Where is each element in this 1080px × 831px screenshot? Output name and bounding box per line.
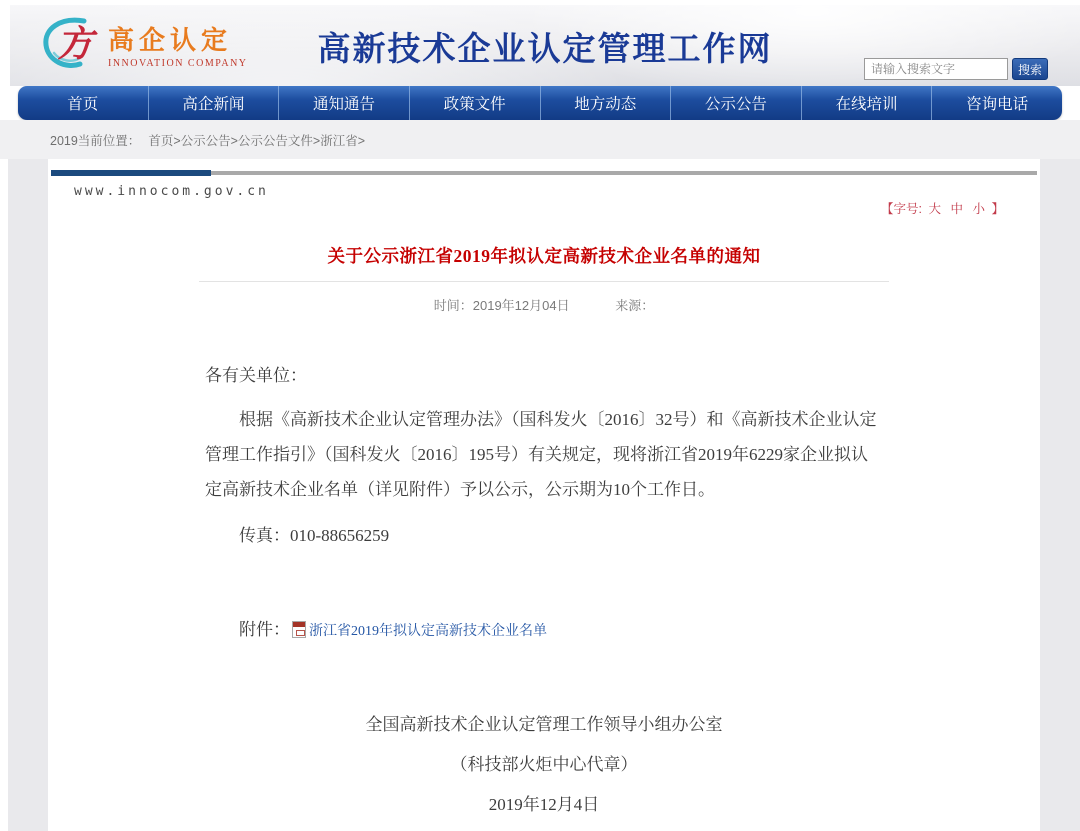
font-size-large[interactable]: 大	[928, 202, 941, 216]
title-divider	[199, 281, 889, 282]
body-paragraph: 根据《高新技术企业认定管理办法》（国科发火〔2016〕32号）和《高新技术企业认定管理工作指引》（国科发火〔2016〕195号）有关规定，现将浙江省2019年6229家企业拟认定高新技术企业名单（详见附件）予以公示，公示期为10个工作日。	[205, 410, 877, 499]
font-size-widget	[48, 199, 1040, 217]
nav-item-notices[interactable]: 通知通告	[279, 86, 410, 120]
logo-cn-label: 高企认定	[108, 25, 233, 55]
signature-date: 2019年12月4日	[488, 795, 600, 814]
top-rule	[51, 171, 1037, 175]
nav-item-policy[interactable]: 政策文件	[410, 86, 541, 120]
search-bar	[864, 58, 1048, 80]
salutation: 各有关单位：	[205, 366, 307, 385]
search-input[interactable]	[864, 58, 1008, 80]
breadcrumb-path[interactable]: 首页>公示公告>公示公告文件>浙江省>	[148, 133, 366, 148]
site-header	[0, 0, 1080, 86]
fax-line: 传真：010-88656259	[239, 526, 390, 545]
meta-time-label: 时间：	[433, 298, 473, 313]
attachment-link[interactable]: 浙江省2019年拟认定高新技术企业名单	[309, 624, 547, 639]
nav-item-phone[interactable]: 咨询电话	[966, 96, 1029, 113]
signature-org: 全国高新技术企业认定管理工作领导小组办公室	[365, 715, 723, 734]
nav-item-news[interactable]: 高企新闻	[149, 86, 280, 120]
breadcrumb-prefix: 2019当前位置：	[50, 133, 141, 148]
attachment-row	[205, 612, 883, 649]
site-title: 高新技术企业认定管理工作网	[317, 32, 773, 68]
main-area	[0, 159, 1080, 831]
attachment-file-icon[interactable]	[292, 621, 306, 638]
breadcrumb	[0, 120, 1080, 159]
article-body	[205, 358, 883, 822]
main-nav	[18, 86, 1062, 120]
nav-item-home[interactable]: 首页	[18, 86, 149, 120]
meta-time-value: 2019年12月04日	[472, 298, 570, 313]
font-size-medium[interactable]: 中	[950, 202, 963, 216]
right-gutter	[1040, 159, 1080, 831]
top-rule-accent	[51, 170, 211, 176]
left-gutter	[8, 159, 48, 831]
article-title: 关于公示浙江省2019年拟认定高新技术企业名单的通知	[327, 246, 761, 266]
svg-text:方: 方	[57, 24, 94, 64]
search-button[interactable]: 搜索	[1012, 58, 1048, 80]
attachment-label: 附件：	[239, 620, 290, 639]
logo-en-label: INNOVATION COMPANY	[108, 57, 248, 69]
meta-source-label: 来源：	[615, 298, 655, 313]
nav-item-local[interactable]: 地方动态	[541, 86, 672, 120]
nav-item-announcements[interactable]: 公示公告	[671, 86, 802, 120]
font-size-small[interactable]: 小	[972, 202, 985, 216]
site-url: www.innocom.gov.cn	[74, 184, 269, 199]
nav-item-training[interactable]: 在线培训	[802, 86, 933, 120]
font-size-prefix: 【字号:	[881, 202, 922, 216]
font-size-suffix: 】	[991, 202, 1004, 216]
article-panel	[48, 159, 1040, 831]
article-meta	[48, 295, 1040, 314]
signature-proxy: （科技部火炬中心代章）	[450, 755, 638, 774]
